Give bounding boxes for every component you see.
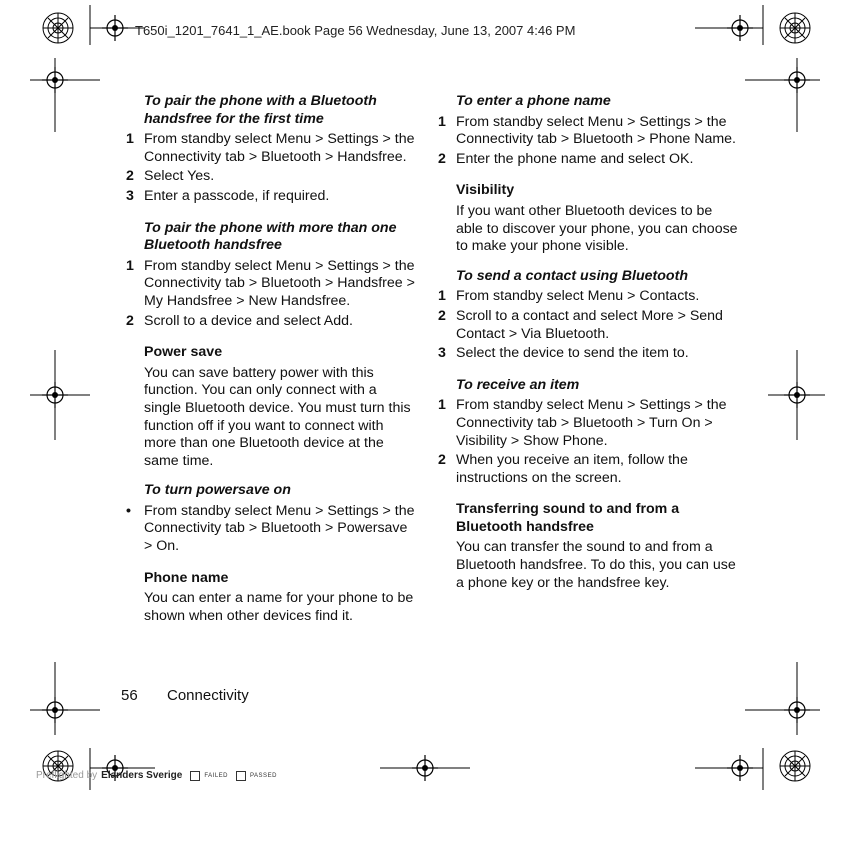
powersave-title: To turn powersave on xyxy=(144,482,291,499)
phone-name-text: You can enter a name for your phone to be shown when other devices find it. xyxy=(144,590,414,624)
passed-checkbox-icon xyxy=(236,771,246,781)
pair-more-title: To pair the phone with more than one Bluetooth handsfree xyxy=(144,219,397,254)
left-column xyxy=(126,93,416,625)
preflight-brand: Elanders Sverige xyxy=(101,770,183,781)
list-item: 2 Scroll to a device and select Add. xyxy=(126,312,353,329)
right-column xyxy=(438,93,738,592)
failed-label: FAILED xyxy=(204,772,228,779)
pair-first-title: To pair the phone with a Bluetooth handsfree for the first time xyxy=(144,93,377,127)
print-slug: T650i_1201_7641_1_AE.book Page 56 Wednesday, June 13, 2007 4:46 PM xyxy=(135,23,576,38)
transfer-heading: Transferring sound to and from a Bluetooth handsfree xyxy=(456,501,680,535)
page-number: 56 xyxy=(121,687,138,704)
list-item: 2 When you receive an item, follow the instructions on the screen. xyxy=(438,452,688,486)
failed-checkbox-icon xyxy=(190,771,200,781)
enter-name-title: To enter a phone name xyxy=(456,93,611,109)
list-item: 1 From standby select Menu > Contacts. xyxy=(438,288,700,305)
power-save-text: You can save battery power with this function. You can only connect with a single Bluetooth device. You must turn this function off if you want to connect with more than one Bluetooth device at the same time. xyxy=(144,364,411,469)
list-item: 2 Enter the phone name and select OK. xyxy=(438,150,694,167)
phone-name-heading: Phone name xyxy=(144,569,229,586)
list-item: 1 From standby select Menu > Settings > the Connectivity tab > Bluetooth > Phone Name. xyxy=(438,113,736,148)
power-save-heading: Power save xyxy=(144,344,223,361)
visibility-text: If you want other Bluetooth devices to be able to discover your phone, you can choose to make your phone visible. xyxy=(456,202,738,255)
preflight-stamp xyxy=(36,770,277,781)
visibility-heading: Visibility xyxy=(456,182,515,199)
transfer-text: You can transfer the sound to and from a Bluetooth handsfree. To do this, you can use a phone key or the handsfree key. xyxy=(456,539,736,591)
receive-title: To receive an item xyxy=(456,376,580,393)
list-item: • From standby select Menu > Settings > the Connectivity tab > Bluetooth > Powersave > On. xyxy=(126,502,415,555)
list-item: 2 Scroll to a contact and select More > Send Contact > Via Bluetooth. xyxy=(438,307,723,342)
section-title: Connectivity xyxy=(167,687,249,704)
list-item: 3 Select the device to send the item to. xyxy=(438,345,689,362)
preflight-label: Preflighted by xyxy=(36,770,98,781)
list-item: 1 From standby select Menu > Settings > the Connectivity tab > Bluetooth > Handsfree > My Handsfree > New Handsfree. xyxy=(126,257,415,309)
list-item: 1 From standby select Menu > Settings > the Connectivity tab > Bluetooth > Handsfree. xyxy=(126,131,415,165)
send-contact-title: To send a contact using Bluetooth xyxy=(456,267,688,284)
list-item: 3 Enter a passcode, if required. xyxy=(126,187,330,204)
list-item: 1 From standby select Menu > Settings > the Connectivity tab > Bluetooth > Turn On > Visibility > Show Phone. xyxy=(438,397,727,449)
list-item: 2 Select Yes. xyxy=(126,168,215,185)
passed-label: PASSED xyxy=(250,772,277,779)
